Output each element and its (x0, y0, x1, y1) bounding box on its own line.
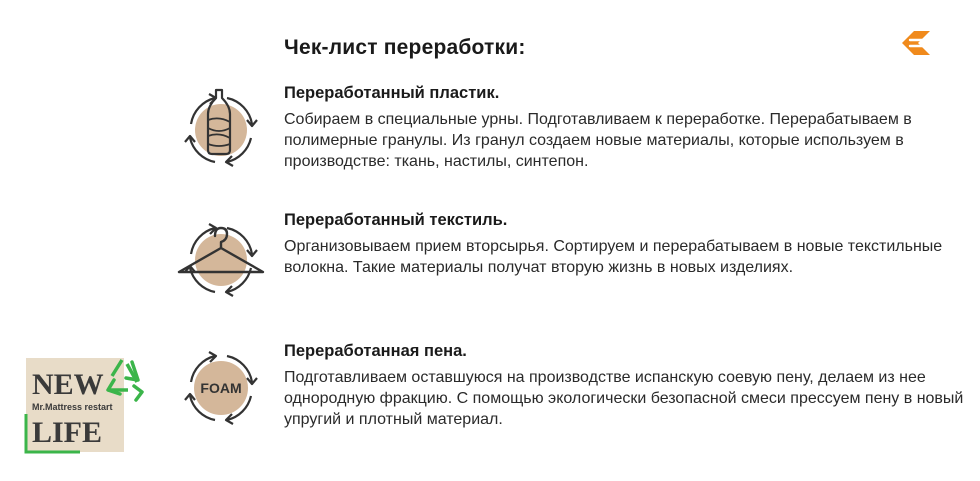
brand-logo-icon (898, 27, 934, 59)
section-text: Подготавливаем оставшуюся на производстве испанскую соевую пену, делаем из нее однородную фракцию. С помощью экологически безопасной смеси прессуем пену в новый упругий и плотный материал. (284, 369, 964, 428)
logo-new-text: NEW (32, 368, 104, 401)
section-heading: Переработанный пластик. (284, 84, 500, 102)
section-foam (284, 342, 964, 430)
section-textile (284, 211, 964, 278)
section-plastic (284, 84, 964, 172)
section-text: Организовываем прием вторсырья. Сортируем и перерабатываем в новые текстильные волокна. Такие материалы получат вторую жизнь в новых изделиях. (284, 238, 943, 276)
section-heading: Переработанный текстиль. (284, 211, 508, 229)
foam-icon (175, 342, 267, 434)
page-title: Чек-лист переработки: (284, 36, 526, 59)
logo-subtitle: Mr.Mattress restart (32, 402, 113, 412)
foam-icon-label: FOAM (200, 380, 242, 396)
plastic-bottle-icon (175, 84, 267, 176)
hanger-icon (175, 214, 267, 306)
section-heading: Переработанная пена. (284, 342, 467, 360)
logo-life-text: LIFE (32, 416, 103, 449)
section-text: Собираем в специальные урны. Подготавливаем к переработке. Перерабатываем в полимерные гранулы. Из гранул создаем новые материалы, которые используем в производстве: ткань, настилы, синтепон. (284, 111, 912, 170)
new-life-logo (24, 356, 146, 454)
